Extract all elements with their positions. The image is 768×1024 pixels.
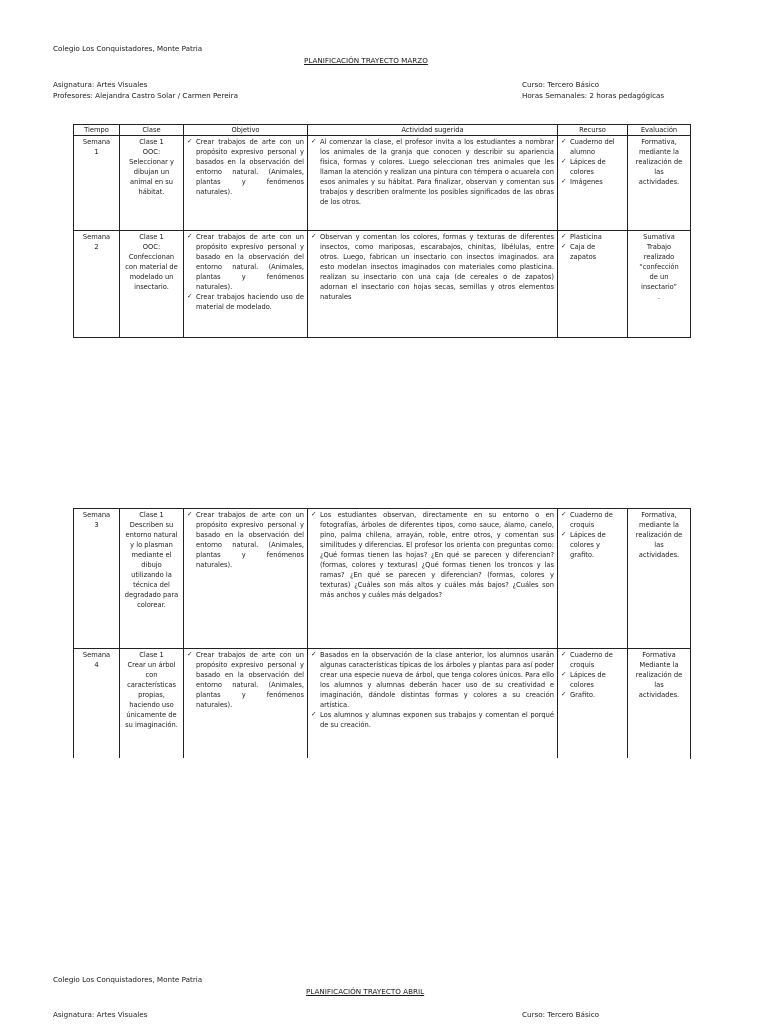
objetivo-item: ✓ Crear trabajos de arte con un propósito expresivo personal y basado en la observación del entorno natural. (Animales, plantas y fenómenos naturales). — [187, 650, 304, 710]
evaluacion-line: “confección — [639, 263, 679, 272]
cell-tiempo — [74, 509, 120, 649]
evaluacion-line: las — [654, 168, 664, 177]
cell-recurso — [558, 231, 628, 338]
cell-objetivo — [184, 136, 308, 231]
cell-evaluacion — [628, 509, 691, 649]
tiempo-line: Semana — [82, 138, 111, 147]
cell-clase — [120, 136, 184, 231]
objetivo-item: ✓ Crear trabajos de arte con un propósito expresivo personal y basado en la observación del entorno natural. (Animales, plantas y fenómenos naturales). — [187, 232, 304, 292]
evaluacion-line: actividades. — [638, 178, 680, 187]
actividad-item: ✓ Los alumnos y alumnas exponen sus trabajos y comentan el porqué de su creación. — [311, 710, 554, 730]
school-name-2: Colegio Los Conquistadores, Monte Patria — [53, 975, 203, 984]
horas-semanales: Horas Semanales: 2 horas pedagógicas — [522, 91, 665, 100]
evaluacion-line: mediante la — [639, 521, 679, 530]
cell-clase — [120, 231, 184, 338]
recurso-line: grafito. — [570, 551, 595, 560]
recurso-line: ✓ Imágenes — [570, 178, 603, 187]
evaluacion-line: realización de — [635, 158, 683, 167]
clase-line: mediante el — [131, 551, 172, 560]
recurso-line: ✓ Lápices de — [570, 158, 606, 167]
clase-line: entorno natural — [125, 531, 178, 540]
recurso-line: ✓ Cuaderno de — [570, 511, 613, 519]
header-tiempo: Tiempo — [74, 125, 120, 136]
actividad-item: ✓ Al comenzar la clase, el profesor invita a los estudiantes a nombrar los animales de la granja que conocen y describir su apariencia física, formas y colores. Luego seleccionan tres animales que les llaman la atención y realizan una pintura con témpera o acuarela con esos animales y su hábitat. Para finalizar, observan y comentan sus trabajos y describen oralmente los posibles significados de las obras de los otros. — [311, 137, 554, 207]
recurso-line: ✓ Cuaderno de — [570, 651, 613, 659]
recurso-item — [561, 157, 624, 177]
evaluacion-line: realización de — [635, 671, 683, 680]
evaluacion-line: las — [654, 681, 664, 690]
profesores: Profesores: Alejandra Castro Solar / Carmen Pereira — [53, 91, 239, 100]
recurso-line: ✓ Plasticina — [570, 233, 602, 242]
clase-line: dibujo — [141, 561, 162, 570]
plan-table-2 — [73, 508, 691, 759]
cell-evaluacion — [628, 649, 691, 759]
clase-line: OOC: — [142, 148, 161, 157]
cell-tiempo — [74, 231, 120, 338]
school-name: Colegio Los Conquistadores, Monte Patria — [53, 44, 203, 53]
evaluacion-line: . — [657, 293, 661, 302]
clase-line: su imaginación. — [125, 721, 178, 730]
recurso-line: colores — [570, 168, 594, 177]
cell-recurso — [558, 509, 628, 649]
clase-line: con — [145, 671, 158, 680]
tiempo-line: 4 — [94, 661, 99, 670]
evaluacion-line: Mediante la — [639, 661, 679, 670]
clase-line: OOC: — [142, 243, 161, 252]
table-row — [74, 649, 691, 759]
recurso-line: colores — [570, 681, 594, 690]
clase-line: Clase 1 — [139, 651, 164, 659]
evaluacion-line: realizado — [643, 253, 675, 262]
tiempo-line: 1 — [94, 148, 99, 157]
evaluacion-line: mediante la — [639, 148, 679, 157]
clase-line: haciendo uso — [129, 701, 174, 710]
evaluacion-line: insectario” — [640, 283, 678, 292]
recurso-line: ✓ Caja de — [570, 243, 596, 252]
header-objetivo: Objetivo — [184, 125, 308, 136]
recurso-item — [561, 242, 624, 262]
clase-line: Describen su — [129, 521, 174, 530]
recurso-line: ✓ Lápices de — [570, 671, 606, 680]
table-row — [74, 231, 691, 338]
recurso-item — [561, 232, 624, 242]
recurso-item — [561, 650, 624, 670]
evaluacion-line: las — [654, 541, 664, 550]
recurso-line: ✓ Cuaderno del — [570, 138, 615, 147]
clase-line: Confeccionan — [128, 253, 175, 262]
plan-table-1 — [73, 124, 691, 338]
clase-line: dibujan un — [133, 168, 170, 177]
actividad-item: ✓ Los estudiantes observan, directamente en su entorno o en fotografías, árboles de diferentes tipos, como sauce, álamo, canelo, pino, palma chilena, arrayán, roble, entre otros, y comentan sus similitudes y diferencias. El profesor los orienta con preguntas como: ¿Qué formas tienen las hojas? ¿En qué se parecen y diferencian? (formas, colores y texturas) ¿Qué formas tienen los troncos y las ramas? ¿En qué se parecen y diferencian? (formas, colores y texturas) ¿Cuáles son más altos y cuáles más bajos? ¿Cuáles son más anchos y cuáles más delgados? — [311, 510, 554, 600]
clase-line: Seleccionar y — [129, 158, 174, 167]
curso-2: Curso: Tercero Básico — [522, 1010, 600, 1019]
evaluacion-line: de un — [649, 273, 669, 282]
recurso-line: alumno — [570, 148, 596, 157]
tiempo-line: Semana — [82, 511, 111, 519]
clase-line: y lo plasman — [130, 541, 173, 550]
recurso-item — [561, 690, 624, 700]
clase-line: características — [127, 681, 176, 690]
evaluacion-line: Formativa, — [641, 511, 677, 519]
actividad-item: ✓ Observan y comentan los colores, formas y texturas de diferentes insectos, como mariposas, escarabajos, chinitas, libélulas, entre otros. Luego, fabrican un insectario con insectos imaginados. ara esto modelan insectos imaginados con materiales como plasticina. realizan su insectario con una caja (de cereales o de zapatos) adornan el insectario con hojas secas, semillas y otros elementos naturales — [311, 232, 554, 302]
header-recurso: Recurso — [558, 125, 628, 136]
header-evaluacion: Evaluación — [628, 125, 691, 136]
evaluacion-line: Sumativa — [643, 233, 675, 242]
objetivo-item: ✓ Crear trabajos de arte con un propósito expresivo personal y basado en la observación del entorno natural. (Animales, plantas y fenómenos naturales). — [187, 510, 304, 570]
recurso-line: zapatos — [570, 253, 597, 262]
clase-line: con material de — [125, 263, 178, 272]
tiempo-line: Semana — [82, 651, 111, 659]
cell-actividad — [308, 649, 558, 759]
cell-tiempo — [74, 649, 120, 759]
cell-objetivo — [184, 231, 308, 338]
actividad-item: ✓ Basados en la observación de la clase anterior, los alumnos usarán algunas características típicas de los árboles y plantas para así poder crear una especie nueva de árbol, que tenga colores únicos. Para ello los alumnos y alumnas deberán hacer uso de su creatividad e imaginación, dándole distintas formas y colores a su creación artística. — [311, 650, 554, 710]
recurso-item — [561, 530, 624, 560]
tiempo-line: 3 — [94, 521, 99, 530]
plan-title-marzo: PLANIFICACIÓN TRAYECTO MARZO — [304, 56, 428, 65]
table-row — [74, 509, 691, 649]
cell-clase — [120, 649, 184, 759]
recurso-item — [561, 670, 624, 690]
clase-line: insectario. — [134, 283, 169, 292]
evaluacion-line: actividades. — [638, 551, 680, 560]
cell-objetivo — [184, 649, 308, 759]
tiempo-line: Semana — [82, 233, 111, 242]
cell-clase — [120, 509, 184, 649]
evaluacion-line: realización de — [635, 531, 683, 540]
objetivo-item: ✓ Crear trabajos haciendo uso de material de modelado. — [187, 292, 304, 312]
recurso-item — [561, 510, 624, 530]
cell-objetivo — [184, 509, 308, 649]
clase-line: hábitat. — [138, 188, 165, 197]
page-cut — [73, 758, 690, 762]
asignatura-2: Asignatura: Artes Visuales — [53, 1010, 148, 1019]
table-row — [74, 136, 691, 231]
recurso-line: croquis — [570, 661, 595, 670]
tiempo-line: 2 — [94, 243, 99, 252]
curso: Curso: Tercero Básico — [522, 80, 600, 89]
header-clase: Clase — [120, 125, 184, 136]
clase-line: Clase 1 — [139, 511, 164, 519]
evaluacion-line: actividades. — [638, 691, 680, 700]
clase-line: Crear un árbol — [127, 661, 176, 670]
evaluacion-line: Formativa, — [641, 138, 677, 147]
cell-recurso — [558, 649, 628, 759]
clase-line: degradado para — [124, 591, 179, 600]
cell-recurso — [558, 136, 628, 231]
cell-actividad — [308, 136, 558, 231]
objetivo-item: ✓ Crear trabajos de arte con un propósito expresivo personal y basados en la observación del entorno natural. (Animales, plantas y fenómenos naturales). — [187, 137, 304, 197]
evaluacion-line: Trabajo — [646, 243, 672, 252]
clase-line: modelado un — [129, 273, 174, 282]
clase-line: Clase 1 — [139, 138, 164, 147]
evaluacion-line: Formativa — [642, 651, 676, 659]
recurso-line: ✓ Lápices de — [570, 531, 606, 540]
recurso-item — [561, 137, 624, 157]
recurso-line: croquis — [570, 521, 595, 530]
plan-title-abril: PLANIFICACIÓN TRAYECTO ABRIL — [306, 987, 425, 996]
table-header-row — [74, 125, 691, 136]
clase-line: colorear. — [137, 601, 166, 610]
clase-line: técnica del — [133, 581, 170, 590]
recurso-item — [561, 177, 624, 187]
cell-evaluacion — [628, 231, 691, 338]
clase-line: animal en su — [130, 178, 173, 187]
header-actividad: Actividad sugerida — [308, 125, 558, 136]
clase-line: únicamente de — [126, 711, 177, 720]
cell-actividad — [308, 231, 558, 338]
recurso-line: colores y — [570, 541, 601, 550]
clase-line: utilizando la — [131, 571, 172, 580]
cell-tiempo — [74, 136, 120, 231]
clase-line: propias, — [138, 691, 165, 700]
recurso-line: ✓ Grafito. — [570, 691, 595, 700]
cell-evaluacion — [628, 136, 691, 231]
cell-actividad — [308, 509, 558, 649]
asignatura: Asignatura: Artes Visuales — [53, 80, 148, 89]
clase-line: Clase 1 — [139, 233, 164, 242]
